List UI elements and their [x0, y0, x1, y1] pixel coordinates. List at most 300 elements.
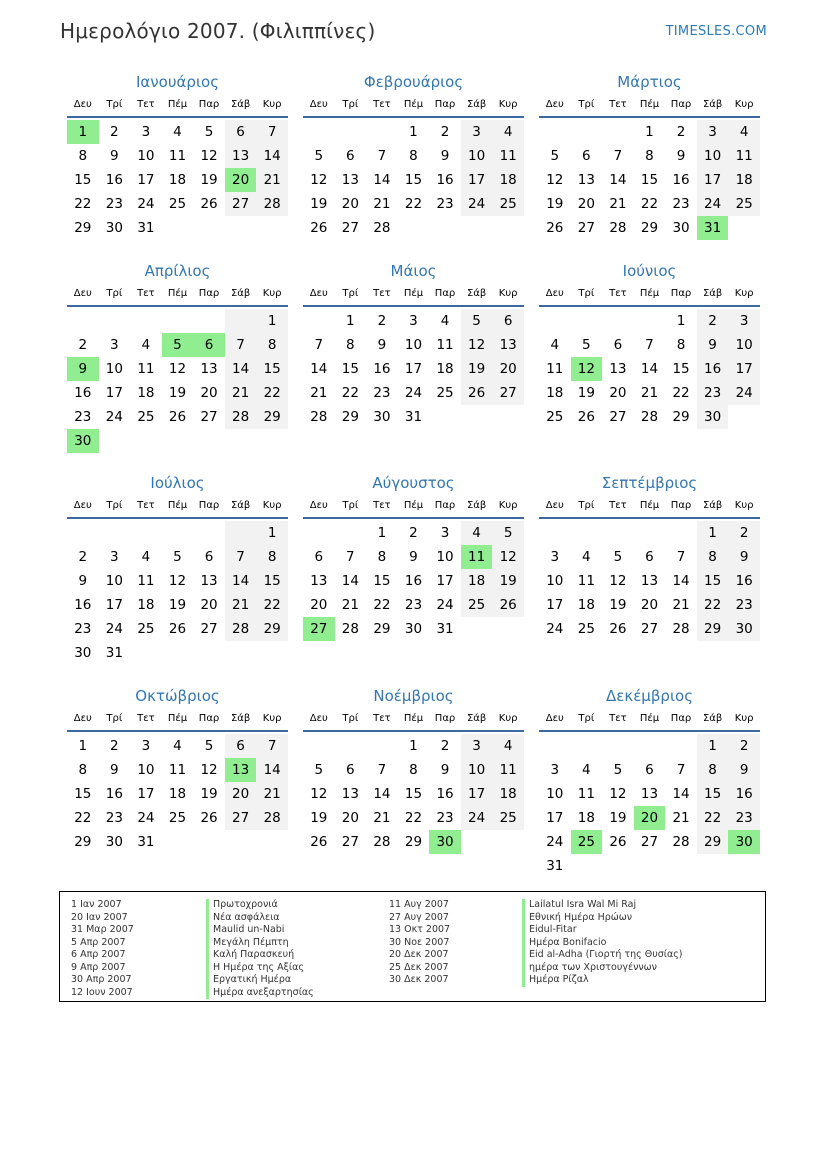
day-cell: 6 [314, 549, 324, 565]
day-cell: 23 [436, 196, 454, 212]
day-cell: 24 [436, 597, 454, 613]
day-cell: 28 [256, 806, 288, 830]
day-cell: 25 [492, 192, 524, 216]
empty-day-cell [193, 641, 225, 665]
weekday-header [67, 708, 288, 732]
empty-day-cell [461, 617, 493, 641]
day-cell: 7 [613, 148, 623, 164]
day-cell: 11 [728, 144, 760, 168]
empty-day-cell [130, 429, 162, 453]
holiday-day-cell: 31 [697, 216, 729, 240]
day-cell: 3 [461, 120, 493, 144]
day-cell: 20 [341, 810, 359, 826]
day-cell: 21 [373, 810, 391, 826]
legend-names-right [522, 899, 683, 987]
empty-day-cell [162, 521, 194, 545]
empty-day-cell [256, 216, 288, 240]
day-cell: 8 [409, 762, 418, 778]
weekday-label: Παρ [198, 500, 220, 511]
empty-day-cell [366, 120, 398, 144]
day-cell: 7 [225, 545, 257, 569]
weekday-label: Δευ [309, 713, 328, 724]
month-calendar [303, 684, 524, 854]
week-row [539, 381, 760, 405]
day-cell: 13 [640, 573, 659, 589]
day-cell: 20 [640, 597, 659, 613]
day-cell: 26 [168, 621, 187, 637]
empty-day-cell [571, 734, 603, 758]
empty-day-cell [728, 405, 760, 429]
week-row [303, 405, 524, 429]
empty-day-cell [162, 309, 194, 333]
day-cell: 28 [225, 617, 257, 641]
day-cell: 15 [341, 361, 359, 377]
day-cell: 14 [256, 758, 288, 782]
day-cell: 2 [110, 738, 119, 754]
day-cell: 4 [461, 521, 493, 545]
legend-date: 13 Οκτ 2007 [389, 924, 451, 935]
week-row [67, 192, 288, 216]
month-calendar [67, 684, 288, 854]
day-cell: 14 [310, 361, 328, 377]
day-cell: 26 [492, 593, 524, 617]
day-cell: 13 [200, 573, 218, 589]
day-cell: 16 [105, 172, 123, 188]
day-cell: 27 [225, 192, 257, 216]
day-cell: 2 [440, 738, 450, 754]
week-row [67, 357, 288, 381]
day-cell: 15 [672, 361, 690, 377]
weekday-header [303, 94, 524, 118]
day-cell: 9 [440, 148, 450, 164]
day-cell: 10 [546, 573, 564, 589]
legend-holiday-name: ημέρα των Χριστουγέννων [522, 962, 683, 975]
week-row [539, 854, 760, 878]
week-row [303, 381, 524, 405]
weekday-label: Σάβ [702, 288, 723, 299]
day-cell: 16 [672, 172, 690, 188]
day-cell: 22 [404, 196, 423, 212]
empty-day-cell [162, 641, 194, 665]
day-cell: 16 [105, 786, 123, 802]
empty-day-cell [665, 521, 697, 545]
day-cell: 16 [436, 172, 454, 188]
day-cell: 27 [200, 621, 218, 637]
empty-day-cell [539, 734, 571, 758]
day-cell: 28 [672, 621, 690, 637]
weekday-label: Κυρ [734, 500, 754, 511]
week-row [539, 617, 760, 641]
day-cell: 16 [404, 573, 423, 589]
day-cell: 3 [141, 738, 151, 754]
legend-date: 6 Απρ 2007 [71, 949, 126, 960]
empty-day-cell [193, 429, 225, 453]
weekday-label: Πέμ [639, 713, 660, 724]
weekday-label: Σάβ [702, 713, 723, 724]
day-cell: 29 [672, 409, 690, 425]
empty-day-cell [602, 854, 634, 878]
day-cell: 24 [461, 192, 493, 216]
day-cell: 24 [546, 621, 564, 637]
day-cell: 7 [225, 333, 257, 357]
day-cell: 26 [577, 409, 595, 425]
week-row [539, 545, 760, 569]
day-cell: 10 [436, 549, 454, 565]
day-cell: 23 [74, 409, 92, 425]
weekday-label: Κυρ [498, 99, 518, 110]
day-cell: 24 [697, 192, 729, 216]
day-cell: 19 [310, 196, 328, 212]
day-cell: 5 [314, 762, 324, 778]
day-cell: 20 [609, 385, 627, 401]
weekday-label: Τρί [106, 500, 123, 511]
legend-date: 25 Δεκ 2007 [389, 961, 449, 973]
empty-day-cell [571, 521, 603, 545]
weekday-label: Κυρ [498, 500, 518, 511]
week-row [539, 168, 760, 192]
day-cell: 13 [640, 786, 659, 802]
weekday-label: Πέμ [639, 500, 660, 511]
day-cell: 3 [141, 124, 151, 140]
weekday-label: Σάβ [466, 713, 487, 724]
holiday-day-cell: 11 [461, 545, 493, 569]
day-cell: 26 [310, 220, 328, 236]
weekday-label: Τετ [609, 713, 627, 724]
day-cell: 4 [440, 313, 450, 329]
legend-date: 11 Αυγ 2007 [389, 899, 449, 910]
empty-day-cell [225, 641, 257, 665]
weekday-label: Παρ [670, 713, 692, 724]
day-cell: 22 [74, 810, 92, 826]
legend-date: 1 Ιαν 2007 [71, 899, 122, 910]
day-cell: 15 [640, 172, 659, 188]
weekday-label: Τετ [609, 99, 627, 110]
week-row [67, 569, 288, 593]
day-cell: 4 [173, 124, 182, 140]
weekday-label: Τρί [578, 713, 595, 724]
day-cell: 22 [697, 593, 729, 617]
day-cell: 28 [256, 192, 288, 216]
day-cell: 22 [404, 810, 423, 826]
empty-day-cell [99, 309, 131, 333]
day-cell: 26 [200, 196, 218, 212]
day-cell: 6 [204, 549, 214, 565]
week-row [67, 429, 288, 453]
weekday-label: Κυρ [498, 713, 518, 724]
day-cell: 5 [550, 148, 560, 164]
day-cell: 19 [310, 810, 328, 826]
day-cell: 19 [609, 597, 627, 613]
empty-day-cell [162, 429, 194, 453]
page-title: Ημερολόγιο 2007. (Φιλιππίνες) [60, 19, 376, 43]
week-row [539, 357, 760, 381]
day-cell: 6 [492, 309, 524, 333]
week-row [539, 309, 760, 333]
week-row [303, 545, 524, 569]
day-cell: 8 [346, 337, 355, 353]
day-cell: 4 [582, 762, 591, 778]
empty-day-cell [130, 309, 162, 333]
day-cell: 25 [546, 409, 564, 425]
weekday-header [303, 708, 524, 732]
month-calendar [539, 684, 760, 878]
day-cell: 7 [346, 549, 355, 565]
holiday-day-cell: 5 [162, 333, 194, 357]
day-cell: 10 [697, 144, 729, 168]
day-cell: 6 [645, 549, 654, 565]
day-cell: 7 [256, 120, 288, 144]
day-cell: 2 [78, 549, 88, 565]
day-cell: 12 [609, 573, 627, 589]
day-cell: 8 [256, 545, 288, 569]
month-calendar [539, 259, 760, 429]
weekday-label: Πέμ [167, 288, 188, 299]
weekday-label: Τετ [609, 288, 627, 299]
weekday-label: Κυρ [262, 713, 282, 724]
weekday-label: Τετ [373, 99, 391, 110]
day-cell: 22 [697, 806, 729, 830]
day-cell: 14 [341, 573, 359, 589]
day-cell: 6 [346, 762, 355, 778]
weekday-label: Παρ [670, 500, 692, 511]
empty-day-cell [303, 521, 335, 545]
weekday-header [539, 94, 760, 118]
legend-date: 27 Αυγ 2007 [389, 911, 449, 923]
weekday-label: Πέμ [167, 500, 188, 511]
weekday-label: Παρ [434, 713, 456, 724]
day-cell: 11 [492, 758, 524, 782]
day-cell: 11 [546, 361, 564, 377]
day-cell: 24 [404, 385, 423, 401]
day-cell: 2 [728, 521, 760, 545]
week-row [67, 144, 288, 168]
day-cell: 10 [461, 758, 493, 782]
day-cell: 3 [110, 337, 119, 353]
day-cell: 7 [377, 762, 387, 778]
week-row [539, 521, 760, 545]
day-cell: 12 [168, 573, 187, 589]
day-cell: 27 [341, 834, 359, 850]
day-cell: 16 [74, 385, 92, 401]
day-cell: 12 [492, 545, 524, 569]
day-cell: 9 [440, 762, 450, 778]
weekday-label: Τρί [342, 99, 359, 110]
weekday-label: Πέμ [167, 713, 188, 724]
day-cell: 19 [546, 196, 564, 212]
empty-day-cell [634, 854, 666, 878]
weekday-label: Τρί [106, 288, 123, 299]
weekday-label: Παρ [434, 500, 456, 511]
day-cell: 12 [310, 172, 328, 188]
day-cell: 14 [225, 569, 257, 593]
weekday-label: Παρ [670, 288, 692, 299]
day-cell: 9 [377, 337, 387, 353]
empty-day-cell [225, 521, 257, 545]
day-cell: 2 [110, 124, 119, 140]
day-cell: 12 [168, 361, 187, 377]
day-cell: 1 [409, 124, 418, 140]
holiday-day-cell: 30 [429, 830, 461, 854]
weekday-label: Δευ [73, 288, 92, 299]
weekday-header [303, 283, 524, 307]
day-cell: 29 [697, 830, 729, 854]
day-cell: 13 [341, 172, 359, 188]
day-cell: 31 [137, 220, 155, 236]
day-cell: 23 [373, 385, 391, 401]
day-cell: 21 [373, 196, 391, 212]
weekday-label: Δευ [309, 288, 328, 299]
day-cell: 11 [168, 148, 187, 164]
day-cell: 12 [200, 148, 218, 164]
day-cell: 29 [697, 617, 729, 641]
day-cell: 16 [74, 597, 92, 613]
day-cell: 17 [436, 573, 454, 589]
day-cell: 18 [546, 385, 564, 401]
day-cell: 26 [546, 220, 564, 236]
empty-day-cell [193, 216, 225, 240]
weekday-label: Τρί [578, 500, 595, 511]
weekday-label: Σάβ [230, 99, 251, 110]
legend-holiday-name: Καλή Παρασκευή [206, 949, 314, 962]
day-cell: 23 [105, 810, 123, 826]
day-cell: 13 [492, 333, 524, 357]
day-cell: 21 [310, 385, 328, 401]
day-cell: 23 [436, 810, 454, 826]
legend-holiday-name: Εθνική Ημέρα Ηρώων [522, 912, 683, 925]
weekday-label: Σάβ [466, 500, 487, 511]
month-name: Απρίλιος [144, 262, 211, 280]
site-brand-link[interactable]: TIMESLES.COM [665, 24, 767, 39]
day-cell: 17 [728, 357, 760, 381]
weekday-header [67, 495, 288, 519]
day-cell: 28 [225, 405, 257, 429]
day-cell: 29 [74, 834, 92, 850]
day-cell: 30 [74, 645, 92, 661]
weekday-label: Δευ [309, 500, 328, 511]
week-row [67, 782, 288, 806]
holiday-day-cell: 20 [634, 806, 666, 830]
day-cell: 3 [461, 734, 493, 758]
weekday-label: Πέμ [403, 713, 424, 724]
day-cell: 5 [461, 309, 493, 333]
day-cell: 10 [105, 573, 123, 589]
day-cell: 3 [440, 525, 450, 541]
empty-day-cell [193, 521, 225, 545]
day-cell: 14 [373, 172, 391, 188]
day-cell: 23 [672, 196, 690, 212]
day-cell: 10 [546, 786, 564, 802]
holiday-legend [59, 891, 766, 1002]
empty-day-cell [602, 120, 634, 144]
day-cell: 19 [609, 810, 627, 826]
week-row [303, 357, 524, 381]
day-cell: 28 [310, 409, 328, 425]
empty-day-cell [335, 734, 367, 758]
day-cell: 1 [377, 525, 387, 541]
weekday-label: Τρί [578, 288, 595, 299]
empty-day-cell [162, 830, 194, 854]
day-cell: 29 [256, 617, 288, 641]
month-calendar [303, 259, 524, 429]
day-cell: 8 [409, 148, 418, 164]
weekday-label: Σάβ [466, 99, 487, 110]
empty-day-cell [461, 830, 493, 854]
weekday-label: Δευ [73, 500, 92, 511]
day-cell: 9 [697, 333, 729, 357]
day-cell: 15 [697, 782, 729, 806]
day-cell: 18 [168, 172, 187, 188]
day-cell: 5 [204, 124, 214, 140]
day-cell: 27 [577, 220, 595, 236]
week-row [67, 216, 288, 240]
legend-date: 30 Νοε 2007 [389, 936, 450, 948]
weekday-label: Δευ [545, 288, 564, 299]
week-row [303, 569, 524, 593]
empty-day-cell [634, 521, 666, 545]
empty-day-cell [256, 641, 288, 665]
empty-day-cell [366, 734, 398, 758]
holiday-day-cell: 20 [225, 168, 257, 192]
weekday-label: Παρ [198, 288, 220, 299]
week-row [303, 734, 524, 758]
month-name: Ιούνιος [622, 262, 677, 280]
empty-day-cell [602, 521, 634, 545]
weekday-label: Τρί [342, 500, 359, 511]
empty-day-cell [602, 309, 634, 333]
week-row [67, 381, 288, 405]
day-cell: 30 [672, 220, 690, 236]
day-cell: 25 [461, 593, 493, 617]
day-cell: 1 [256, 521, 288, 545]
day-cell: 14 [640, 361, 659, 377]
day-cell: 20 [225, 782, 257, 806]
day-cell: 31 [137, 834, 155, 850]
holiday-day-cell: 9 [67, 357, 99, 381]
day-cell: 11 [436, 337, 454, 353]
empty-day-cell [256, 830, 288, 854]
day-cell: 11 [577, 573, 595, 589]
day-cell: 24 [137, 810, 155, 826]
week-row [303, 806, 524, 830]
day-cell: 10 [105, 361, 123, 377]
empty-day-cell [665, 734, 697, 758]
week-row [303, 144, 524, 168]
day-cell: 16 [728, 569, 760, 593]
day-cell: 27 [492, 381, 524, 405]
day-cell: 24 [105, 621, 123, 637]
day-cell: 6 [645, 762, 654, 778]
day-cell: 1 [697, 734, 729, 758]
day-cell: 27 [200, 409, 218, 425]
day-cell: 12 [546, 172, 564, 188]
empty-day-cell [665, 854, 697, 878]
legend-date: 30 Δεκ 2007 [389, 974, 449, 985]
week-row [303, 758, 524, 782]
legend-dates-left [71, 899, 134, 999]
day-cell: 9 [409, 549, 418, 565]
day-cell: 8 [697, 758, 729, 782]
weekday-label: Παρ [198, 99, 220, 110]
day-cell: 24 [728, 381, 760, 405]
day-cell: 1 [346, 313, 355, 329]
day-cell: 23 [728, 593, 760, 617]
day-cell: 4 [550, 337, 560, 353]
month-calendar [67, 259, 288, 453]
day-cell: 31 [404, 409, 423, 425]
empty-day-cell [303, 734, 335, 758]
day-cell: 11 [577, 786, 595, 802]
empty-day-cell [398, 216, 430, 240]
